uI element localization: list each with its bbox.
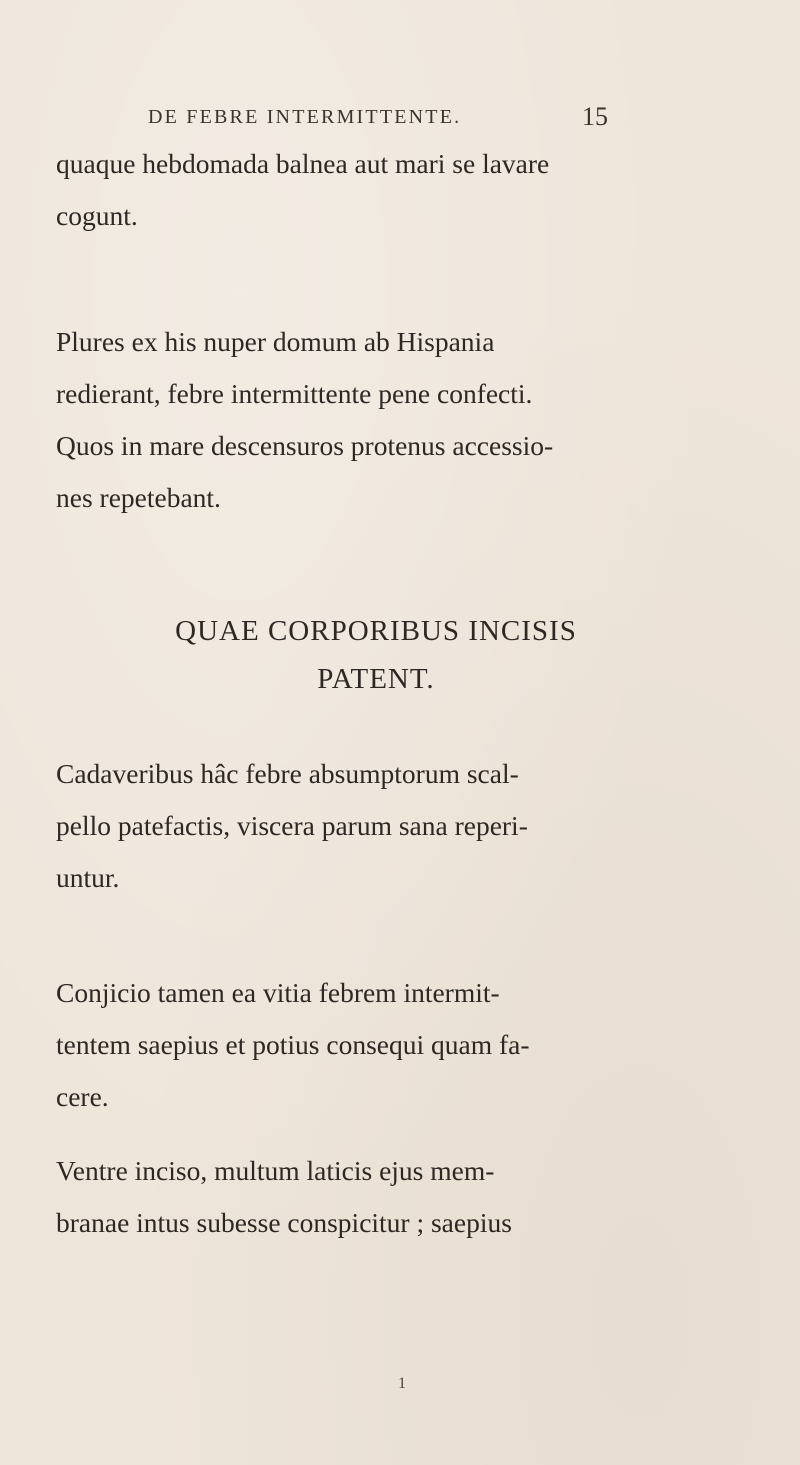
page-number: 15 xyxy=(582,102,608,131)
paragraph-1 xyxy=(56,138,756,242)
text-line: Conjicio tamen ea vitia febrem intermit- xyxy=(56,977,500,1008)
heading-line: QUAE CORPORIBUS INCISIS xyxy=(175,615,577,647)
signature-mark: 1 xyxy=(398,1375,406,1392)
text-line: pello patefactis, viscera parum sana reperi- xyxy=(56,810,528,841)
text-line: tentem saepius et potius consequi quam fa- xyxy=(56,1029,530,1060)
running-title: DE FEBRE INTERMITTENTE. xyxy=(148,106,462,128)
text-line: cere. xyxy=(56,1081,109,1112)
heading-line: PATENT. xyxy=(317,663,435,695)
paragraph-2 xyxy=(56,316,756,524)
paragraph-4 xyxy=(56,967,756,1123)
running-head xyxy=(148,102,748,142)
text-line: nes repetebant. xyxy=(56,482,221,513)
text-line: untur. xyxy=(56,862,120,893)
text-line: Ventre inciso, multum laticis ejus mem- xyxy=(56,1155,495,1186)
section-heading xyxy=(56,607,696,703)
text-line: branae intus subesse conspicitur ; saepius xyxy=(56,1207,512,1238)
text-line: Cadaveribus hâc febre absumptorum scal- xyxy=(56,758,519,789)
text-line: cogunt. xyxy=(56,200,138,231)
text-line: Plures ex his nuper domum ab Hispania xyxy=(56,326,495,357)
text-line: quaque hebdomada balnea aut mari se lavare xyxy=(56,148,550,179)
text-line: redierant, febre intermittente pene confecti. xyxy=(56,378,533,409)
paragraph-3 xyxy=(56,748,756,904)
paragraph-5 xyxy=(56,1145,756,1249)
text-line: Quos in mare descensuros protenus accessio- xyxy=(56,430,554,461)
